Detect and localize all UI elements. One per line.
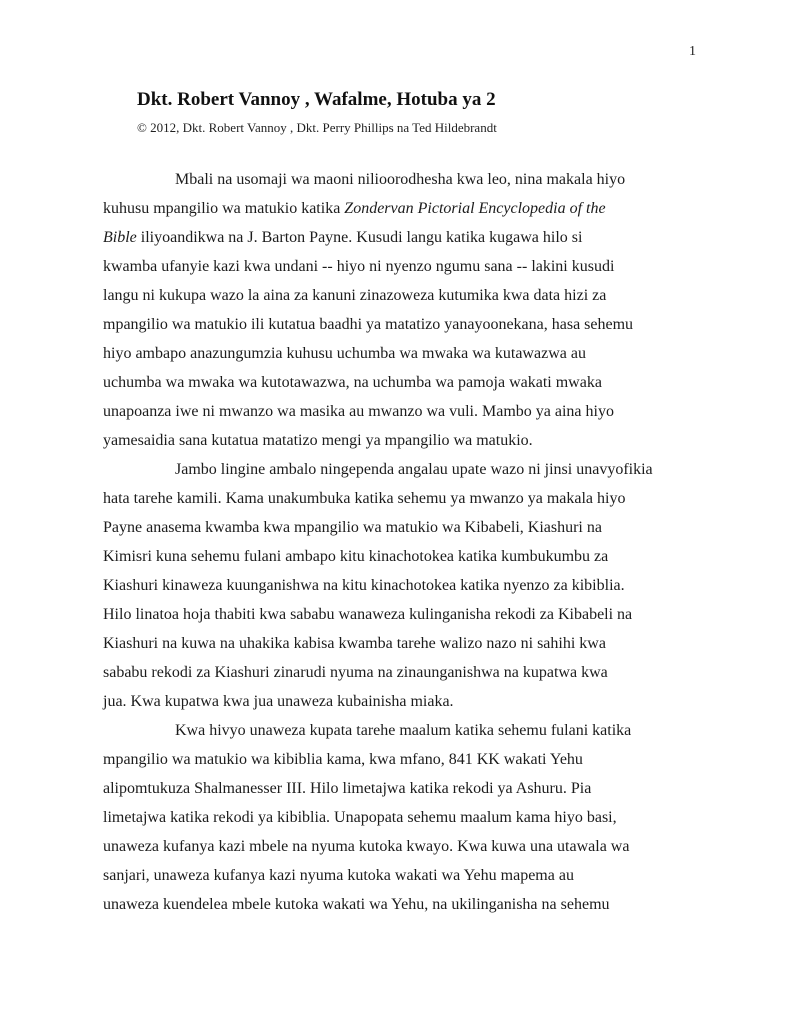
- copyright-line: © 2012, Dkt. Robert Vannoy , Dkt. Perry Phillips na Ted Hildebrandt: [137, 120, 497, 135]
- text-line: hiyo ambapo anazungumzia kuhusu uchumba wa mwaka wa kutawazwa au: [103, 345, 586, 362]
- text-line: mpangilio wa matukio ili kutatua baadhi ya matatizo yanayoonekana, hasa sehemu: [103, 316, 634, 333]
- text-line: unapoanza iwe ni mwanzo wa masika au mwanzo wa vuli. Mambo ya aina hiyo: [103, 403, 614, 420]
- document-header: [137, 88, 697, 136]
- text-line: Payne anasema kwamba kwa mpangilio wa matukio wa Kibabeli, Kiashuri na: [103, 519, 602, 536]
- text-line: sababu rekodi za Kiashuri zinarudi nyuma na zinaunganishwa na kupatwa kwa: [103, 664, 608, 681]
- text-segment: iliyoandikwa na J. Barton Payne. Kusudi langu katika kugawa hilo si: [136, 229, 583, 246]
- text-line: uchumba wa mwaka wa kutotawazwa, na uchumba wa pamoja wakati mwaka: [103, 374, 602, 391]
- document-title: Dkt. Robert Vannoy , Wafalme, Hotuba ya 2: [137, 89, 496, 110]
- text-line: Kimisri kuna sehemu fulani ambapo kitu kinachotokea katika kumbukumbu za: [103, 548, 609, 565]
- text-line: Kiashuri na kuwa na uhakika kabisa kwamba tarehe walizo nazo ni sahihi kwa: [103, 635, 606, 652]
- text-line: unaweza kufanya kazi mbele na nyuma kutoka kwayo. Kwa kuwa una utawala wa: [103, 838, 630, 855]
- text-line: Kiashuri kinaweza kuunganishwa na kitu kinachotokea katika nyenzo za kibiblia.: [103, 577, 625, 594]
- text-line: [103, 223, 695, 252]
- text-line: Mbali na usomaji wa maoni nilioorodhesha kwa leo, nina makala hiyo: [175, 171, 626, 188]
- document-body: [103, 165, 695, 919]
- text-line: langu ni kukupa wazo la aina za kanuni zinazoweza kutumika kwa data hizi za: [103, 287, 607, 304]
- text-line: jua. Kwa kupatwa kwa jua unaweza kubainisha miaka.: [103, 693, 454, 710]
- text-line: yamesaidia sana kutatua matatizo mengi ya mpangilio wa matukio.: [103, 432, 533, 449]
- text-line: Hilo linatoa hoja thabiti kwa sababu wanaweza kulinganisha rekodi za Kibabeli na: [103, 606, 633, 623]
- text-line: Kwa hivyo unaweza kupata tarehe maalum katika sehemu fulani katika: [175, 722, 632, 739]
- text-line: limetajwa katika rekodi ya kibiblia. Unapopata sehemu maalum kama hiyo basi,: [103, 809, 617, 826]
- text-line: Jambo lingine ambalo ningependa angalau upate wazo ni jinsi unavyofikia: [175, 461, 653, 478]
- text-segment: kuhusu mpangilio wa matukio katika: [103, 200, 345, 217]
- text-line: hata tarehe kamili. Kama unakumbuka katika sehemu ya mwanzo ya makala hiyo: [103, 490, 626, 507]
- book-title-italic: Bible: [103, 229, 137, 246]
- text-line: alipomtukuza Shalmanesser III. Hilo limetajwa katika rekodi ya Ashuru. Pia: [103, 780, 592, 797]
- text-line: sanjari, unaweza kufanya kazi nyuma kutoka wakati wa Yehu mapema au: [103, 867, 574, 884]
- text-line: unaweza kuendelea mbele kutoka wakati wa Yehu, na ukilinganisha na sehemu: [103, 896, 610, 913]
- book-title-italic: Zondervan Pictorial Encyclopedia of the: [344, 200, 606, 217]
- text-line: [103, 194, 695, 223]
- text-line: mpangilio wa matukio wa kibiblia kama, kwa mfano, 841 KK wakati Yehu: [103, 751, 583, 768]
- text-line: kwamba ufanyie kazi kwa undani -- hiyo ni nyenzo ngumu sana -- lakini kusudi: [103, 258, 615, 275]
- page-number: 1: [689, 44, 696, 59]
